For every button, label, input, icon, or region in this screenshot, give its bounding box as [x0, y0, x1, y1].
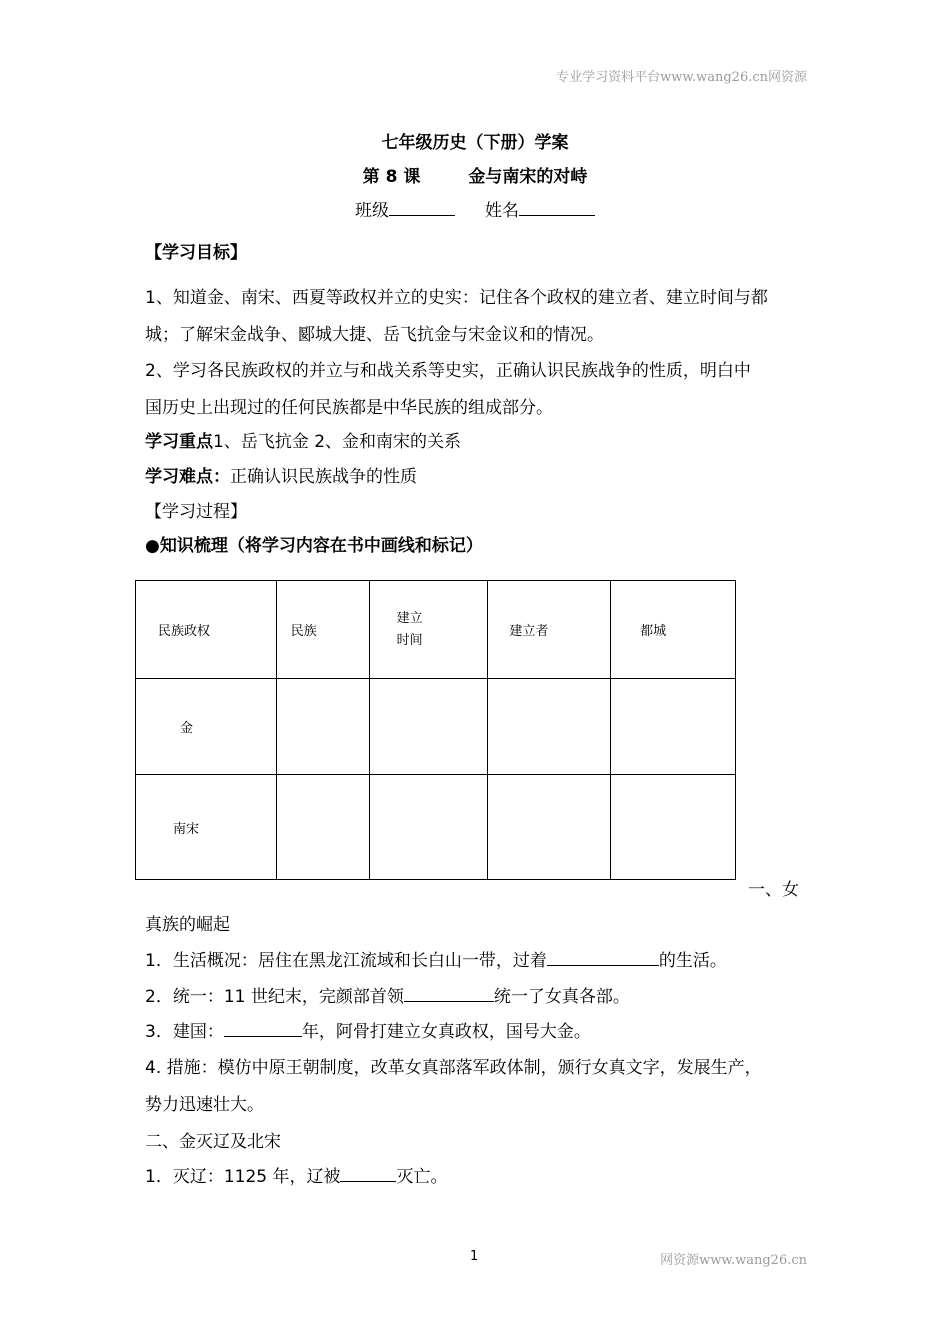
cell-jin-capital[interactable]: [611, 679, 736, 775]
item-1-1-after: 的生活。: [658, 951, 727, 971]
item-1-4-line1: 4. 措施：模仿中原王朝制度，改革女真部落军政体制，颁行女真文字，发展生产，: [145, 1058, 762, 1078]
cell-jin-time[interactable]: [369, 679, 488, 775]
header-founding-time: [369, 581, 488, 679]
objectives-heading: 【学习目标】: [145, 243, 247, 263]
item-1-2-before: 2．统一：11 世纪末，完颜部首领: [145, 987, 404, 1007]
item-2-1: [145, 1162, 447, 1187]
key-points-text: 1、岳飞抗金 2、金和南宋的关系: [213, 432, 462, 452]
objective-1-line1: 1、知道金、南宋、西夏等政权并立的史实：记住各个政权的建立者、建立时间与都: [145, 288, 768, 308]
key-points-label: 学习重点: [145, 432, 213, 452]
process-heading: 【学习过程】: [145, 502, 247, 522]
class-blank[interactable]: [389, 200, 455, 216]
header-time-line2: 时间: [396, 632, 423, 648]
table-row: [136, 775, 736, 880]
item-1-1: [145, 946, 727, 971]
name-blank[interactable]: [519, 200, 595, 216]
difficulty: [145, 462, 417, 487]
objective-2-line1: 2、学习各民族政权的并立与和战关系等史实，正确认识民族战争的性质，明白中: [145, 361, 751, 381]
item-1-1-before: 1．生活概况：居住在黑龙江流域和长白山一带，过着: [145, 951, 547, 971]
difficulty-text: 正确认识民族战争的性质: [230, 467, 417, 487]
lesson-number: 第 8 课: [362, 167, 421, 187]
cell-jin-founder[interactable]: [488, 679, 611, 775]
header-ethnicity: 民族: [276, 581, 369, 679]
header-regime: 民族政权: [136, 581, 277, 679]
table-header-row: [136, 581, 736, 679]
knowledge-table: [135, 580, 736, 880]
knowledge-heading: ●知识梳理（将学习内容在书中画线和标记）: [145, 536, 483, 556]
section1-heading-part1: 一、女: [748, 880, 799, 900]
class-label: 班级: [355, 201, 389, 221]
item-1-3-before: 3．建国：: [145, 1022, 224, 1042]
lesson-name: 金与南宋的对峙: [468, 167, 588, 187]
cell-song-founder[interactable]: [488, 775, 611, 880]
name-label: 姓名: [485, 201, 519, 221]
page-number: 1: [470, 1249, 479, 1264]
cell-song-capital[interactable]: [611, 775, 736, 880]
blank-1-3[interactable]: [224, 1021, 302, 1037]
section1-heading-part2: 真族的崛起: [145, 915, 230, 935]
cell-song-time[interactable]: [369, 775, 488, 880]
lesson-title: [0, 162, 950, 187]
header-time-line1: 建立: [396, 610, 423, 626]
blank-1-1[interactable]: [547, 950, 659, 966]
cell-jin-ethnicity[interactable]: [276, 679, 369, 775]
header-founder: 建立者: [488, 581, 611, 679]
cell-song-ethnicity[interactable]: [276, 775, 369, 880]
header-watermark: 专业学习资料平台www.wang26.cn网资源: [556, 70, 807, 85]
footer-watermark: 网资源www.wang26.cn: [660, 1253, 807, 1268]
key-points: [145, 427, 461, 452]
cell-regime-southern-song: 南宋: [136, 775, 277, 880]
item-1-4-line2: 势力迅速壮大。: [145, 1095, 264, 1115]
section2-heading: 二、金灭辽及北宋: [145, 1132, 281, 1152]
blank-2-1[interactable]: [340, 1166, 396, 1182]
item-2-1-before: 1．灭辽：1125 年，辽被: [145, 1167, 341, 1187]
objective-1-line2: 城；了解宋金战争、郾城大捷、岳飞抗金与宋金议和的情况。: [145, 325, 604, 345]
table-row: [136, 679, 736, 775]
item-1-3-after: 年，阿骨打建立女真政权，国号大金。: [301, 1022, 591, 1042]
item-1-2-after: 统一了女真各部。: [493, 987, 630, 1007]
objective-2-line2: 国历史上出现过的任何民族都是中华民族的组成部分。: [145, 398, 553, 418]
item-2-1-after: 灭亡。: [396, 1167, 448, 1187]
page-title: 七年级历史（下册）学案: [381, 133, 569, 153]
class-name-line: [0, 196, 950, 221]
header-capital: 都城: [611, 581, 736, 679]
cell-regime-jin: 金: [136, 679, 277, 775]
difficulty-label: 学习难点：: [145, 467, 230, 487]
item-1-2: [145, 982, 630, 1007]
blank-1-2[interactable]: [404, 986, 494, 1002]
item-1-3: [145, 1017, 591, 1042]
